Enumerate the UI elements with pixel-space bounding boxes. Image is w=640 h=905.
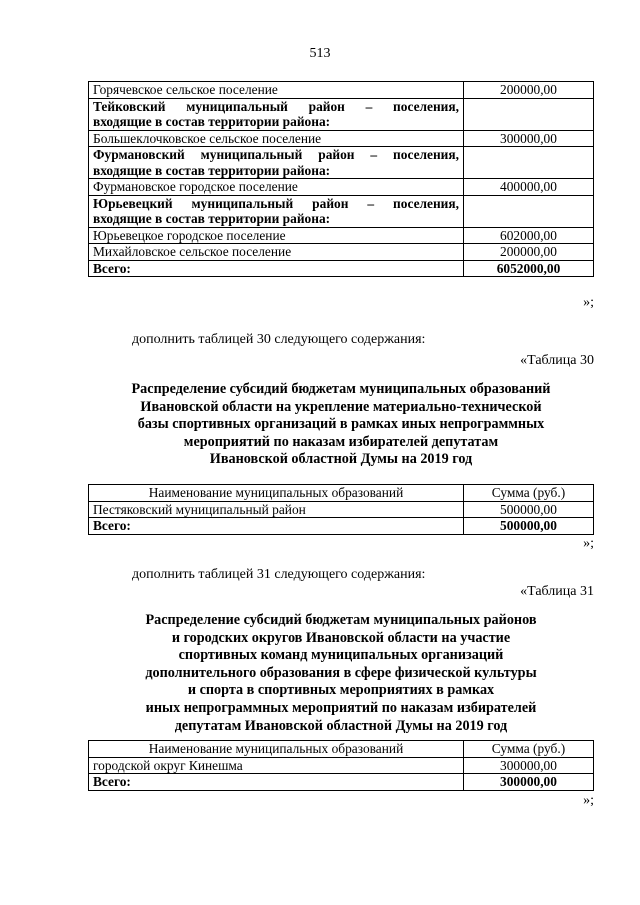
- municipality-name: Михайловское сельское поселение: [89, 244, 464, 261]
- district-header: [89, 195, 464, 227]
- table-total-row: [89, 518, 594, 535]
- table-row: [89, 179, 594, 196]
- heading-line: мероприятий по наказам избирателей депутатам: [183, 433, 499, 450]
- table-total-row: [89, 774, 594, 791]
- heading-line: иных непрограммных мероприятий по наказам избирателей: [145, 699, 537, 716]
- table-heading-30: [88, 381, 594, 469]
- amount-cell: 200000,00: [464, 244, 594, 261]
- heading-line: Ивановской области на укрепление материально-технической: [140, 398, 542, 415]
- amount-cell: 500000,00: [464, 501, 594, 518]
- heading-line: базы спортивных организаций в рамках иных непрограммных: [137, 416, 545, 433]
- heading-line: спортивных команд муниципальных организаций: [178, 647, 504, 664]
- municipality-name: Горячевское сельское поселение: [89, 82, 464, 99]
- table-row-district-header: [89, 98, 594, 130]
- municipality-name: Юрьевецкое городское поселение: [89, 227, 464, 244]
- table-row: [89, 244, 594, 261]
- heading-line: дополнительного образования в сфере физической культуры: [145, 664, 537, 681]
- table-row: [89, 757, 594, 774]
- total-label: Всего:: [89, 260, 464, 277]
- district-header-line: Тейковский муниципальный район – поселения,: [93, 98, 459, 114]
- table-row-district-header: [89, 147, 594, 179]
- district-header-line: Фурмановский муниципальный район – поселения,: [93, 147, 459, 162]
- table-header-row: [89, 741, 594, 758]
- district-header-line: Юрьевецкий муниципальный район – поселения,: [93, 195, 459, 211]
- table-header-row: [89, 485, 594, 502]
- intro-paragraph-31: дополнить таблицей 31 следующего содержания:: [132, 567, 426, 582]
- table-row: [89, 130, 594, 147]
- district-header: [89, 147, 464, 179]
- heading-line: и спорта в спортивных мероприятиях в рамках: [187, 682, 495, 699]
- amount-cell: 200000,00: [464, 82, 594, 99]
- table-heading-31: [88, 612, 594, 735]
- subsidy-table-continued: [88, 81, 594, 277]
- amount-cell: 300000,00: [464, 757, 594, 774]
- column-header-sum: Сумма (руб.): [464, 741, 594, 758]
- heading-line: депутатам Ивановской областной Думы на 2019 год: [174, 717, 508, 734]
- municipality-name: Большеклочковское сельское поселение: [89, 130, 464, 147]
- closing-quote: »;: [583, 536, 594, 551]
- total-label: Всего:: [89, 518, 464, 535]
- table-label-30: «Таблица 30: [520, 353, 594, 368]
- table-row-district-header: [89, 195, 594, 227]
- amount-cell: 400000,00: [464, 179, 594, 196]
- heading-line: и городских округов Ивановской области на участие: [171, 629, 511, 646]
- column-header-sum: Сумма (руб.): [464, 485, 594, 502]
- table-row: [89, 82, 594, 99]
- amount-cell: [464, 195, 594, 227]
- amount-cell: 300000,00: [464, 130, 594, 147]
- district-header-line: входящие в состав территории района:: [93, 211, 331, 226]
- subsidy-table-30: [88, 484, 594, 535]
- amount-cell: [464, 147, 594, 179]
- municipality-name: Пестяковский муниципальный район: [89, 501, 464, 518]
- closing-quote: »;: [583, 793, 594, 808]
- district-header-line: входящие в состав территории района:: [93, 162, 331, 178]
- total-amount: 300000,00: [464, 774, 594, 791]
- total-amount: 6052000,00: [464, 260, 594, 277]
- amount-cell: [464, 98, 594, 130]
- intro-paragraph-30: дополнить таблицей 30 следующего содержания:: [132, 332, 426, 347]
- municipality-name: городской округ Кинешма: [89, 757, 464, 774]
- total-label: Всего:: [89, 774, 464, 791]
- heading-line: Распределение субсидий бюджетам муниципальных образований: [131, 381, 551, 397]
- heading-line: Ивановской областной Думы на 2019 год: [209, 451, 473, 468]
- district-header-line: входящие в состав территории района:: [93, 114, 331, 129]
- column-header-name: Наименование муниципальных образований: [89, 485, 464, 502]
- amount-cell: 602000,00: [464, 227, 594, 244]
- table-row: [89, 227, 594, 244]
- closing-quote: »;: [583, 295, 594, 310]
- column-header-name: Наименование муниципальных образований: [89, 741, 464, 758]
- page-number: 513: [309, 46, 331, 61]
- total-amount: 500000,00: [464, 518, 594, 535]
- district-header: [89, 98, 464, 130]
- municipality-name: Фурмановское городское поселение: [89, 179, 464, 196]
- table-total-row: [89, 260, 594, 277]
- table-row: [89, 501, 594, 518]
- table-label-31: «Таблица 31: [520, 584, 594, 599]
- heading-line: Распределение субсидий бюджетам муниципальных районов: [145, 612, 537, 628]
- subsidy-table-31: [88, 740, 594, 791]
